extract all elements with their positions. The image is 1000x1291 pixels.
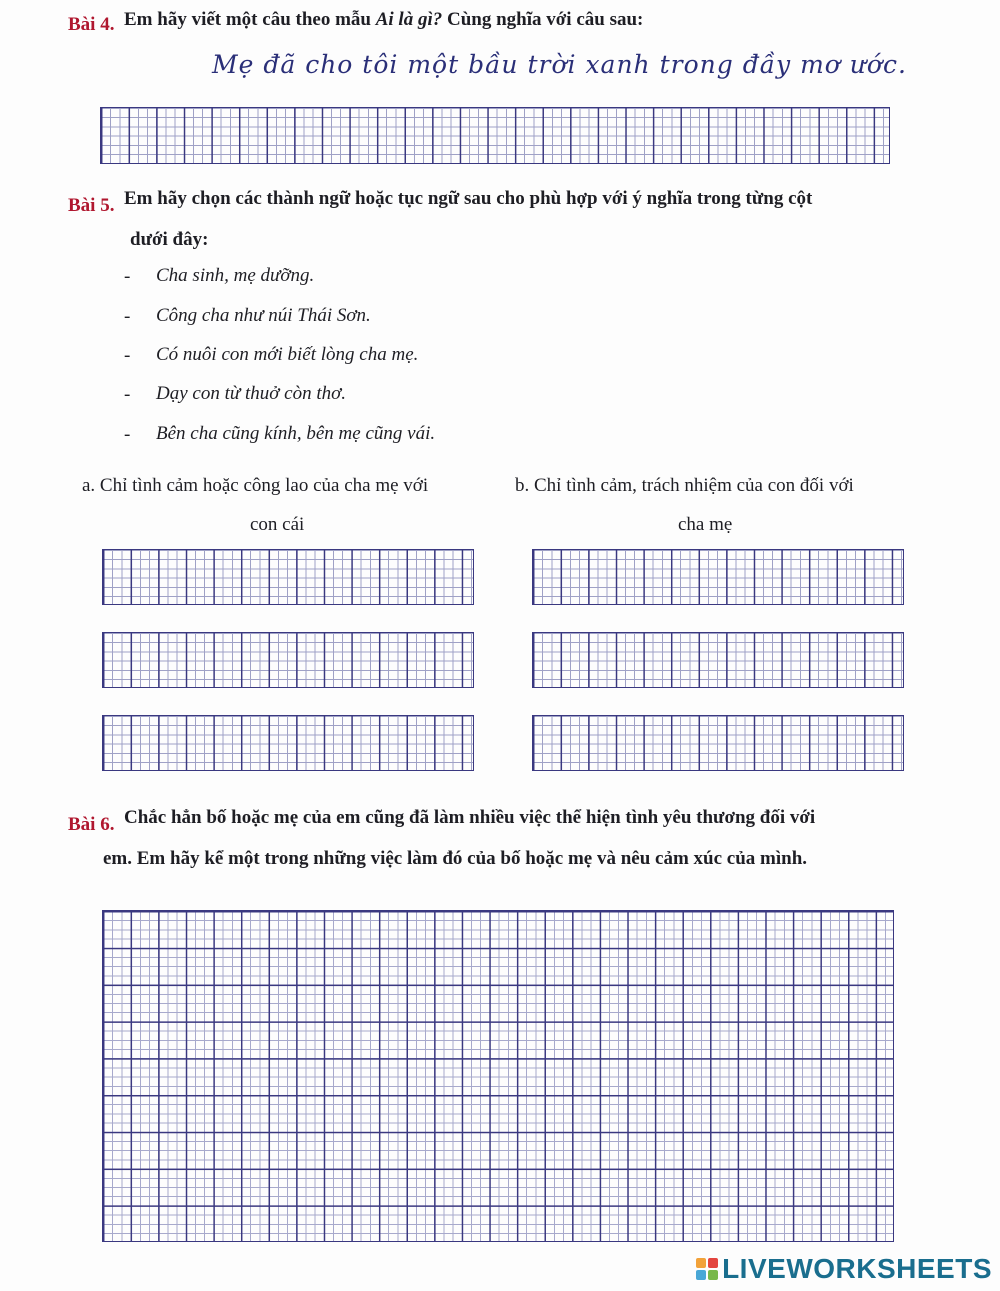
exercise-5-prompt-line1: Em hãy chọn các thành ngữ hoặc tục ngữ sau cho phù hợp với ý nghĩa trong từng cột xyxy=(124,188,813,209)
exercise-5-prompt-line2: dưới đây: xyxy=(130,229,209,250)
column-a-heading: a. Chỉ tình cảm hoặc công lao của cha mẹ với xyxy=(82,475,429,496)
exercise-4-prompt-before: Em hãy viết một câu theo mẫu xyxy=(124,9,371,30)
column-b-heading-cont: cha mẹ xyxy=(678,514,733,535)
answer-grid-a-1[interactable] xyxy=(102,549,474,605)
bullet-dash: - xyxy=(124,306,131,327)
exercise-6-prompt-line2: em. Em hãy kể một trong những việc làm đó của bố hoặc mẹ và nêu cảm xúc của mình. xyxy=(103,848,808,869)
logo-mark-icon xyxy=(696,1258,718,1280)
answer-grid-b-3[interactable] xyxy=(532,715,904,771)
logo-text: LIVEWORKSHEETS xyxy=(722,1253,992,1284)
column-b-heading: b. Chỉ tình cảm, trách nhiệm của con đối với xyxy=(515,475,854,496)
answer-grid-a-2[interactable] xyxy=(102,632,474,688)
exercise-4-prompt xyxy=(124,9,643,31)
proverb-item: Công cha như núi Thái Sơn. xyxy=(156,305,371,326)
handwritten-sentence: Mẹ đã cho tôi một bầu trời xanh trong đầy mơ ước. xyxy=(212,50,907,79)
exercise-4-prompt-after: Cùng nghĩa với câu sau: xyxy=(447,9,644,30)
answer-grid-ex4[interactable] xyxy=(100,107,890,164)
answer-grid-b-2[interactable] xyxy=(532,632,904,688)
column-a-heading-cont: con cái xyxy=(250,514,305,535)
liveworksheets-logo xyxy=(696,1253,992,1285)
answer-grid-b-1[interactable] xyxy=(532,549,904,605)
bullet-dash: - xyxy=(124,266,131,287)
bullet-dash: - xyxy=(124,384,131,405)
proverb-item: Bên cha cũng kính, bên mẹ cũng vái. xyxy=(156,423,436,444)
exercise-4-pattern: Ai là gì? xyxy=(375,9,443,30)
proverb-item: Cha sinh, mẹ dưỡng. xyxy=(156,265,315,286)
proverb-item: Dạy con từ thuở còn thơ. xyxy=(156,383,346,404)
exercise-6-number: Bài 6. xyxy=(68,814,115,835)
proverb-item: Có nuôi con mới biết lòng cha mẹ. xyxy=(156,344,419,365)
bullet-dash: - xyxy=(124,424,131,445)
exercise-6-prompt-line1: Chắc hẳn bố hoặc mẹ của em cũng đã làm nhiều việc thể hiện tình yêu thương đối với xyxy=(124,807,816,828)
exercise-5-number: Bài 5. xyxy=(68,195,115,216)
bullet-dash: - xyxy=(124,345,131,366)
answer-grid-a-3[interactable] xyxy=(102,715,474,771)
exercise-4-number: Bài 4. xyxy=(68,14,115,35)
answer-grid-ex6[interactable] xyxy=(102,910,894,1242)
